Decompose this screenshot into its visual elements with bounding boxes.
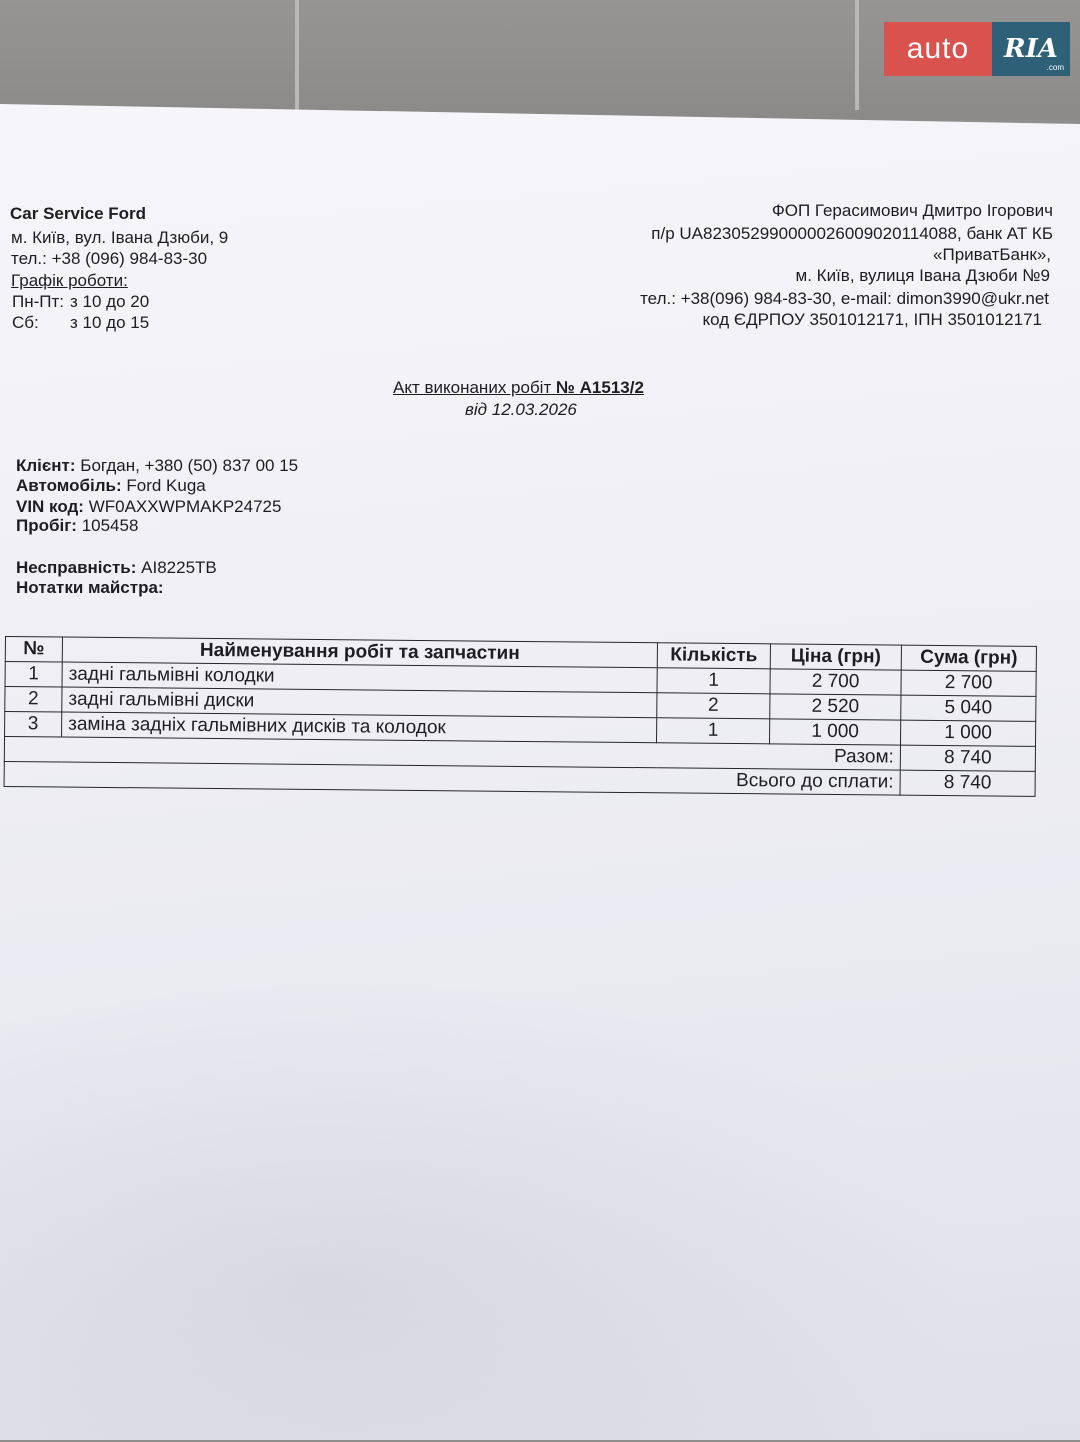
subtotal-value: 8 740 [900,745,1035,771]
row-name: задні гальмівні диски [62,687,657,718]
row-num: 3 [5,712,62,738]
row-num: 2 [5,687,62,713]
row-price: 2 520 [770,694,901,720]
notes-label: Нотатки майстра: [16,578,164,597]
watermark-com: .com [1046,63,1064,72]
fault-value: AI8225TB [141,558,217,577]
fop-address: м. Київ, вулиця Івана Дзюби №9 [795,266,1050,285]
mileage-label: Пробіг: [16,516,77,535]
schedule-weekdays-label: Пн-Пт: [12,292,64,311]
car-label: Автомобіль: [16,476,122,495]
row-qty: 1 [657,718,770,744]
row-price: 1 000 [770,719,901,745]
schedule-sat-label: Сб: [12,313,39,332]
paper-shadow [0,922,1080,1442]
vin-line [16,497,281,517]
fault-label: Несправність: [16,558,137,577]
fop-contacts: тел.: +38(096) 984-83-30, e-mail: dimon3990@ukr.net [640,289,1049,308]
mileage-line [16,516,138,536]
act-title [393,378,644,398]
tile-seam [855,0,859,110]
col-header-price: Ціна (грн) [770,644,901,670]
act-number: № А1513/2 [555,378,644,397]
row-sum: 2 700 [901,670,1036,696]
row-qty: 1 [657,668,770,694]
col-header-num: № [5,637,62,663]
vin-label: VIN код: [16,497,84,516]
client-value: Богдан, +380 (50) 837 00 15 [80,456,299,475]
watermark-auto: auto [884,22,992,76]
row-sum: 5 040 [901,695,1036,721]
row-qty: 2 [657,693,770,719]
tile-seam [295,0,299,110]
fop-bank-account: п/р UA823052990000026009020114088, банк АТ КБ [651,224,1053,243]
mileage-value: 105458 [81,516,139,535]
fop-name: ФОП Герасимович Дмитро Ігорович [771,201,1053,220]
fault-line [16,558,217,578]
car-line [16,476,206,496]
schedule-sat-hours: з 10 до 15 [70,313,150,332]
watermark-ria-text: RIA [1004,34,1058,64]
col-header-qty: Кількість [657,643,770,669]
autoria-watermark [884,22,1070,76]
row-num: 1 [5,662,62,688]
vin-value: WF0AXXWPMAKP24725 [88,497,282,516]
company-address: м. Київ, вул. Івана Дзюби, 9 [11,228,229,247]
total-value: 8 740 [900,770,1035,796]
schedule-weekdays-hours: з 10 до 20 [70,292,150,311]
fop-codes: код ЄДРПОУ 3501012171, ІПН 3501012171 [702,310,1042,329]
company-phone: тел.: +38 (096) 984-83-30 [11,249,208,268]
row-name: заміна задніх гальмівних дисків та колодок [62,712,657,743]
col-header-sum: Сума (грн) [901,645,1036,671]
row-sum: 1 000 [900,720,1035,746]
subtotal-label: Разом: [4,737,900,771]
company-name: Car Service Ford [10,204,147,223]
client-line [16,456,298,476]
act-title-prefix: Акт виконаних робіт [393,378,552,397]
fop-bank-name: «ПриватБанк», [933,245,1051,264]
col-header-name: Найменування робіт та запчастин [62,637,657,668]
client-label: Клієнт: [16,456,76,475]
row-price: 2 700 [770,669,901,695]
row-name: задні гальмівні колодки [62,662,657,693]
watermark-ria [992,22,1070,76]
schedule-title: Графік роботи: [11,271,128,290]
works-table [4,636,1037,797]
car-value: Ford Kuga [126,476,206,495]
total-label: Всього до сплати: [4,761,900,795]
act-date: від 12.03.2026 [465,400,577,419]
